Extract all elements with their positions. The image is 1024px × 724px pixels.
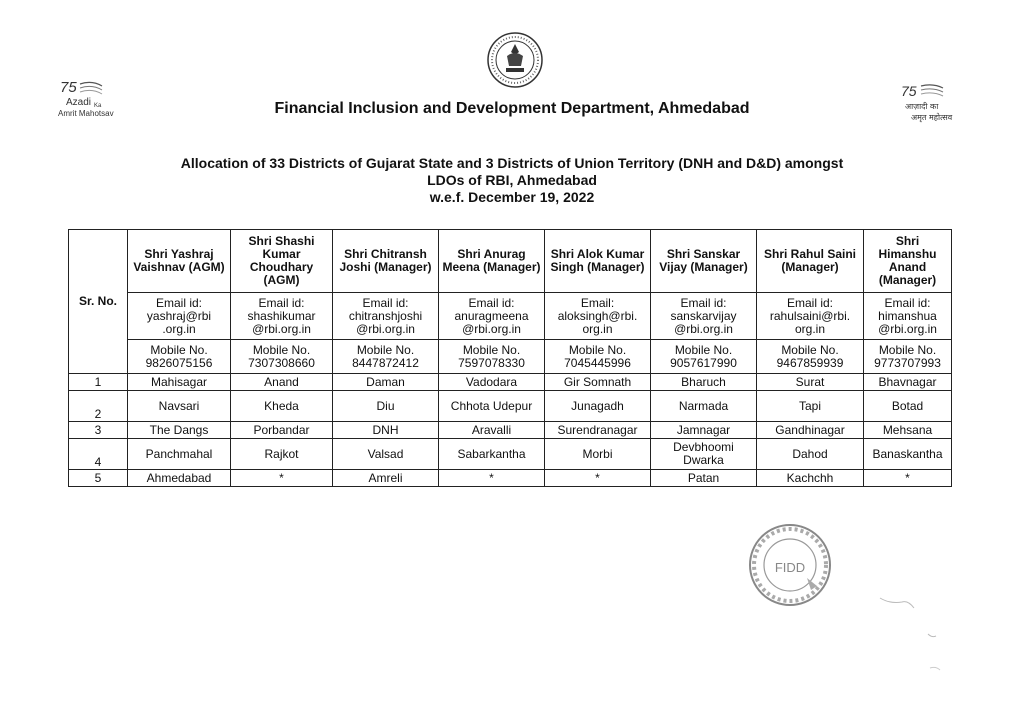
district-cell: Sabarkantha — [439, 439, 545, 470]
district-cell: Gir Somnath — [545, 374, 651, 391]
district-cell: Anand — [231, 374, 333, 391]
district-cell: Jamnagar — [651, 422, 757, 439]
sr-no: 5 — [69, 470, 128, 487]
svg-text:75: 75 — [901, 83, 917, 99]
district-cell: Chhota Udepur — [439, 391, 545, 422]
department-title: Financial Inclusion and Development Department, Ahmedabad — [274, 100, 750, 117]
district-cell: Gandhinagar — [757, 422, 864, 439]
district-cell: Surat — [757, 374, 864, 391]
district-cell: Morbi — [545, 439, 651, 470]
table-row — [69, 374, 952, 391]
officer-email: Email id: rahulsaini@rbi. org.in — [757, 293, 864, 340]
officer-mobile-row — [69, 340, 952, 374]
logo-left-line2: Ka — [94, 103, 102, 109]
officer-name: Shri Himanshu Anand (Manager) — [864, 230, 952, 293]
signature-scribble — [870, 590, 950, 680]
district-cell: Bhavnagar — [864, 374, 952, 391]
district-cell: Rajkot — [231, 439, 333, 470]
district-cell: Botad — [864, 391, 952, 422]
officer-mobile: Mobile No. 9057617990 — [651, 340, 757, 374]
officer-mobile: Mobile No. 9467859939 — [757, 340, 864, 374]
district-cell: Kheda — [231, 391, 333, 422]
officer-mobile: Mobile No. 9773707993 — [864, 340, 952, 374]
officer-mobile: Mobile No. 7307308660 — [231, 340, 333, 374]
officer-mobile: Mobile No. 8447872412 — [333, 340, 439, 374]
district-cell: * — [439, 470, 545, 487]
officer-name: Shri Shashi Kumar Choudhary (AGM) — [231, 230, 333, 293]
officer-email-row — [69, 293, 952, 340]
officer-name: Shri Chitransh Joshi (Manager) — [333, 230, 439, 293]
officer-email: Email id: yashraj@rbi .org.in — [128, 293, 231, 340]
district-cell: Porbandar — [231, 422, 333, 439]
allocation-table — [68, 229, 952, 487]
district-cell: The Dangs — [128, 422, 231, 439]
district-cell: DNH — [333, 422, 439, 439]
district-cell: Kachchh — [757, 470, 864, 487]
district-cell: Aravalli — [439, 422, 545, 439]
logo-right-line2: अमृत महोत्सव — [911, 113, 953, 122]
sr-no: 3 — [69, 422, 128, 439]
district-cell: Vadodara — [439, 374, 545, 391]
district-cell: Bharuch — [651, 374, 757, 391]
officer-mobile: Mobile No. 7597078330 — [439, 340, 545, 374]
officer-name: Shri Alok Kumar Singh (Manager) — [545, 230, 651, 293]
sr-no: 1 — [69, 374, 128, 391]
fidd-seal-stamp — [745, 520, 835, 610]
district-cell: Navsari — [128, 391, 231, 422]
sr-no-header: Sr. No. — [69, 230, 128, 374]
officer-mobile: Mobile No. 7045445996 — [545, 340, 651, 374]
officer-name: Shri Rahul Saini (Manager) — [757, 230, 864, 293]
logo-left-line3: Amrit Mahotsav — [58, 109, 114, 118]
district-cell: Junagadh — [545, 391, 651, 422]
table-row — [69, 470, 952, 487]
district-cell: Panchmahal — [128, 439, 231, 470]
officer-mobile: Mobile No. 9826075156 — [128, 340, 231, 374]
district-cell: Dahod — [757, 439, 864, 470]
district-cell: Ahmedabad — [128, 470, 231, 487]
allocation-title-line1: Allocation of 33 Districts of Gujarat State and 3 Districts of Union Territory (DNH and D&D) amongst — [180, 155, 844, 171]
officer-email: Email id: anuragmeena @rbi.org.in — [439, 293, 545, 340]
officer-email: Email id: himanshua @rbi.org.in — [864, 293, 952, 340]
svg-text:75: 75 — [60, 79, 77, 96]
district-cell: Narmada — [651, 391, 757, 422]
seal-text: FIDD — [774, 560, 806, 575]
officer-email: Email: aloksingh@rbi. org.in — [545, 293, 651, 340]
sr-no: 4 — [69, 439, 128, 470]
table-row — [69, 391, 952, 422]
district-cell: Mehsana — [864, 422, 952, 439]
officer-email: Email id: sanskarvijay @rbi.org.in — [651, 293, 757, 340]
district-cell: Banaskantha — [864, 439, 952, 470]
district-cell: Surendranagar — [545, 422, 651, 439]
officer-name: Shri Sanskar Vijay (Manager) — [651, 230, 757, 293]
officer-name-row — [69, 230, 952, 293]
allocation-title-line2: LDOs of RBI, Ahmedabad — [427, 172, 597, 188]
district-cell: Amreli — [333, 470, 439, 487]
table-row — [69, 439, 952, 470]
allocation-title-line3: w.e.f. December 19, 2022 — [429, 189, 595, 205]
allocation-title — [0, 155, 1024, 206]
district-cell: Diu — [333, 391, 439, 422]
district-cell: * — [231, 470, 333, 487]
officer-name: Shri Yashraj Vaishnav (AGM) — [128, 230, 231, 293]
district-cell: * — [864, 470, 952, 487]
sr-no: 2 — [69, 391, 128, 422]
district-cell: Valsad — [333, 439, 439, 470]
officer-email: Email id: chitranshjoshi @rbi.org.in — [333, 293, 439, 340]
officer-name: Shri Anurag Meena (Manager) — [439, 230, 545, 293]
logo-left-line1: Azadi — [66, 97, 92, 108]
logo-right-line1: आज़ादी का — [905, 102, 939, 111]
district-cell: Devbhoomi Dwarka — [651, 439, 757, 470]
district-cell: Tapi — [757, 391, 864, 422]
district-cell: Mahisagar — [128, 374, 231, 391]
table-row — [69, 422, 952, 439]
district-cell: Patan — [651, 470, 757, 487]
rbi-emblem — [485, 30, 545, 90]
district-cell: * — [545, 470, 651, 487]
officer-email: Email id: shashikumar @rbi.org.in — [231, 293, 333, 340]
district-cell: Daman — [333, 374, 439, 391]
